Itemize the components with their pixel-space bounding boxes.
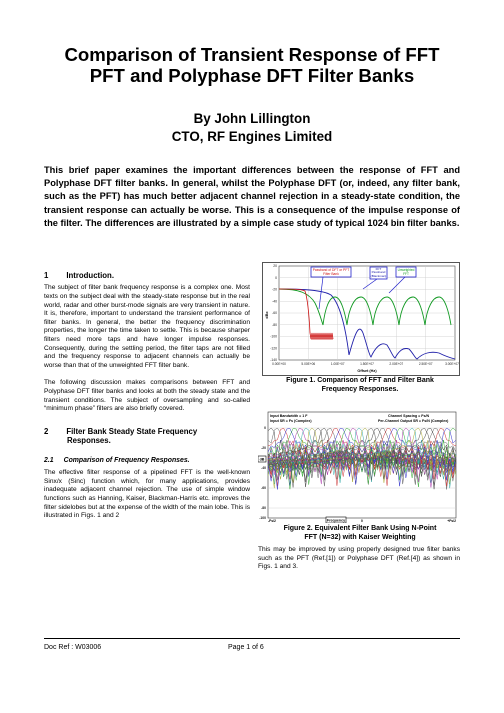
- section-2-1-title: Comparison of Frequency Responses.: [63, 456, 190, 464]
- fig1-callout-mid: FFT Passband (Blackman): [370, 267, 387, 279]
- fig1-callout-right: Unweighted FFT: [397, 267, 415, 276]
- fig1-ytick-0: 20: [273, 264, 277, 269]
- figure-2-chart: [258, 406, 460, 523]
- section-1-para-2: The following discussion makes comparisons between FFT and Polyphase DFT filter banks and looks at both the steady state and the transient conditions. The subject of oversampling and so-called “minimum phase” filters are also briefly covered.: [44, 379, 250, 413]
- title-line-2: PFT and Polyphase DFT Filter Banks: [89, 65, 415, 86]
- footer-doc-ref: Doc Ref : W03006: [44, 644, 102, 651]
- fig1-xtick-2: 1.00E+07: [330, 362, 345, 366]
- fig2-caption-line-1: Figure 2. Equivalent Filter Bank Using N-Point: [283, 525, 437, 532]
- footer-rule: [44, 638, 460, 639]
- figure-1-caption: [256, 377, 464, 394]
- figure-1: [262, 262, 460, 376]
- fig2-input-sr: Input SR = Fs (Complex): [270, 419, 312, 423]
- figure-2: [258, 406, 460, 523]
- fig1-xtick-1: 5.00E+06: [301, 362, 316, 366]
- section-2-number: 2: [44, 426, 49, 436]
- left-column: [44, 271, 250, 530]
- fig2-x-left: -Fs/2: [268, 519, 276, 523]
- fig1-xtick-6: 3.00E+07: [445, 362, 459, 366]
- fig2-x-mid: 0: [361, 519, 363, 523]
- fig1-callout-left: Passband of DFT or PFT Filter Bank: [312, 268, 350, 276]
- fig1-ytick-7: -120: [270, 346, 277, 351]
- section-1-para-1: The subject of filter bank frequency response is a complex one. Most texts on the subject deal with the steady-state response but in the real world, radar and other burst-mode signals are very transient in nature. It is, therefore, important to understand the transient performance of filter banks. In general, the better the frequency discrimination properties, the longer the time taken to settle. This is because sharper filters need more taps and have longer impulse responses. Consequently, during the settling period, the filter taps are not filled and the frequency response to adjacent channels can actually be worse than that of the unweighted FFT filter bank.: [44, 284, 250, 369]
- fig1-xtick-4: 2.00E+07: [389, 362, 404, 366]
- fig2-xlabel: Frequency: [326, 518, 346, 523]
- footer-page-number: Page 1 of 6: [228, 644, 264, 651]
- fig2-ytick-4: -80: [261, 506, 266, 510]
- fig2-caption-line-2: FFT (N=32) with Kaiser Weighting: [304, 533, 416, 541]
- fig1-ytick-6: -100: [270, 334, 277, 339]
- fig1-xtick-0: 0.00E+00: [272, 362, 286, 366]
- fig2-ytick-1: -20: [261, 446, 266, 450]
- author-block: [20, 110, 484, 146]
- section-1-heading: [44, 271, 250, 280]
- section-1-title: Introduction.: [66, 271, 114, 280]
- section-2-heading: [44, 427, 250, 446]
- fig1-caption-line-1: Figure 1. Comparison of FFT and Filter Bank: [286, 377, 434, 384]
- fig1-xtick-3: 1.50E+07: [360, 362, 374, 366]
- author-affiliation: CTO, RF Engines Limited: [171, 129, 333, 144]
- fig2-ytick-2: -40: [261, 466, 266, 470]
- fig1-xtick-5: 2.50E+07: [418, 362, 433, 366]
- section-2-1-number: 2.1: [44, 456, 54, 464]
- fig1-ytick-1: 0: [275, 276, 277, 280]
- section-2-1-para: The effective filter response of a pipelined FFT is the well-known Sinx/x (Sinc) function which, for many applications, provides inadequate adjacent channel rejection. The use of simple window functions such as Hanning, Kaiser, Blackman-Harris etc. improves the filter sidelobes but at the expense of the width of the main lobe. This is illustrated in Figs. 1 and 2: [44, 469, 250, 520]
- fig1-xlabel: Offset (Hz): [357, 369, 377, 373]
- fig2-ytick-5: -100: [259, 516, 266, 520]
- fig2-spacing: Channel Spacing = Fs/N: [388, 414, 430, 418]
- fig1-ytick-2: -20: [272, 287, 277, 292]
- fig1-ytick-8: -140: [270, 358, 277, 363]
- fig2-output: Per-Channel Output SR = Fs/N (Complex): [378, 419, 449, 423]
- fig1-caption-line-2: Frequency Responses.: [321, 385, 399, 393]
- section-2-title-line-2: Responses.: [67, 436, 111, 446]
- figure-1-chart: [263, 263, 459, 375]
- title-line-1: Comparison of Transient Response of FFT: [64, 44, 440, 65]
- fig2-ytick-3: -60: [261, 486, 266, 490]
- fig1-ytick-5: -80: [272, 323, 277, 327]
- fig1-ytick-4: -60: [272, 311, 277, 316]
- fig1-ytick-3: -40: [272, 299, 277, 304]
- section-2-1-heading: [44, 457, 250, 466]
- section-2-title-line-1: Filter Bank Steady State Frequency: [66, 426, 198, 436]
- fig2-ytick-0: 0: [264, 426, 266, 430]
- figure-2-caption: [256, 525, 464, 542]
- author-name: By John Lillington: [193, 111, 311, 126]
- fig2-x-right: +Fs/2: [447, 519, 456, 523]
- fig2-db-label: dB: [259, 457, 265, 462]
- section-1-number: 1: [44, 271, 49, 280]
- page-title: [20, 44, 484, 86]
- abstract: This brief paper examines the important differences between the response of FFT and Polyphase DFT filter banks. In general, whilst the Polyphase DFT (or, indeed, any filter bank, such as the PFT) has much better adjacent channel rejection in a steady-state condition, the transient response can actually be worse. This is a consequence of the impulse response of the filter. The differences are illustrated by a simple case study of typical 1024 bin filter banks.: [44, 165, 460, 228]
- fig2-input-bw: Input Bandwidth = 1 F: [270, 414, 308, 418]
- fig1-ylabel: dBc: [265, 311, 269, 319]
- right-column-para: This may be improved by using properly designed true filter banks such as the PFT (Ref.[1]) or Polyphase DFT (Ref.[4]) as shown in Figs. 1 and 3.: [258, 546, 460, 571]
